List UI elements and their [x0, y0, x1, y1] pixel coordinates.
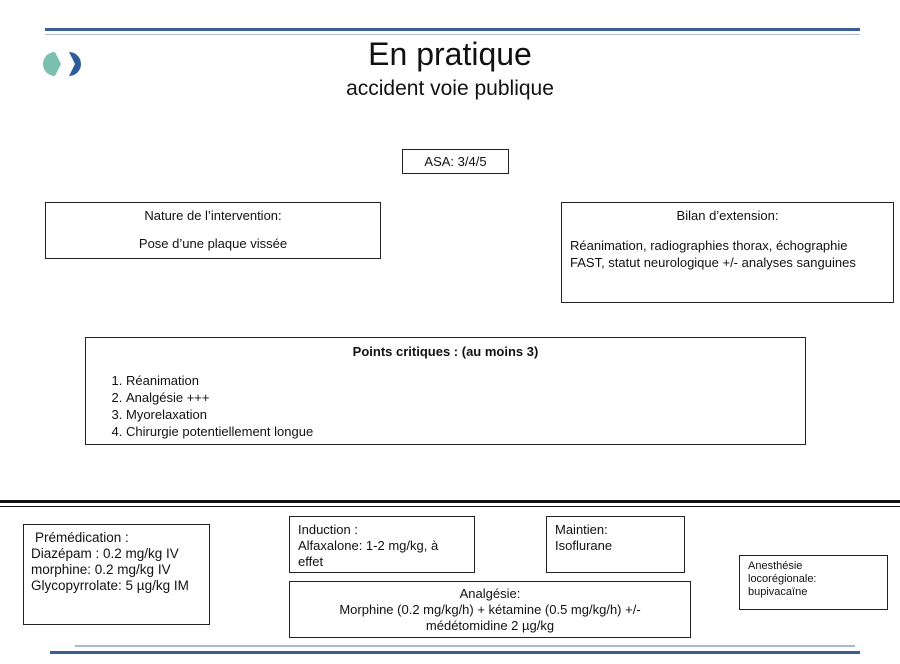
bottom-rule-thin	[75, 645, 855, 647]
maintien-title: Maintien:	[555, 522, 608, 537]
analgesie-title: Analgésie:	[459, 586, 521, 601]
top-rule-thin	[45, 34, 860, 35]
points-critiques-box	[85, 337, 806, 445]
top-rule	[45, 28, 860, 31]
premedication-line: Glycopyrrolate: 5 µg/kg IM	[31, 578, 189, 593]
list-item: 3. Myorelaxation	[126, 406, 797, 423]
bottom-rule	[50, 651, 860, 654]
bilan-title: Bilan d’extension:	[676, 208, 779, 223]
section-divider-thin	[0, 506, 900, 507]
bilan-box	[561, 202, 894, 303]
anesthesie-box	[739, 555, 888, 610]
bilan-text: Réanimation, radiographies thorax, échographie FAST, statut neurologique +/- analyses sanguines	[570, 238, 856, 270]
premedication-line: morphine: 0.2 mg/kg IV	[31, 562, 171, 577]
nature-box	[45, 202, 381, 259]
nature-title: Nature de l’intervention:	[144, 208, 282, 223]
induction-title: Induction :	[298, 522, 358, 537]
analgesie-box	[289, 581, 691, 638]
anesthesie-text: Anesthésie locorégionale: bupivacaïne	[748, 560, 817, 598]
page-title: En pratique	[368, 36, 532, 72]
premedication-line: Diazépam : 0.2 mg/kg IV	[31, 546, 179, 561]
maintien-text: Isoflurane	[555, 538, 613, 553]
asa-text: ASA: 3/4/5	[424, 154, 487, 169]
nature-text: Pose d’une plaque vissée	[138, 236, 288, 251]
premedication-box	[23, 524, 210, 625]
maintien-box	[546, 516, 685, 573]
points-title: Points critiques : (au moins 3)	[352, 344, 539, 359]
points-list	[94, 372, 797, 440]
induction-box	[289, 516, 475, 573]
page-subtitle: accident voie publique	[346, 77, 554, 100]
premedication-title: Prémédication :	[35, 530, 129, 545]
induction-text: Alfaxalone: 1-2 mg/kg, à effet	[298, 538, 439, 569]
list-item: 1. Réanimation	[126, 372, 797, 389]
section-divider	[0, 500, 900, 503]
list-item: 2. Analgésie +++	[126, 389, 797, 406]
asa-box	[402, 149, 509, 174]
analgesie-text: Morphine (0.2 mg/kg/h) + kétamine (0.5 mg/kg/h) +/- médétomidine 2 µg/kg	[339, 602, 641, 633]
list-item: 4. Chirurgie potentiellement longue	[126, 423, 797, 440]
